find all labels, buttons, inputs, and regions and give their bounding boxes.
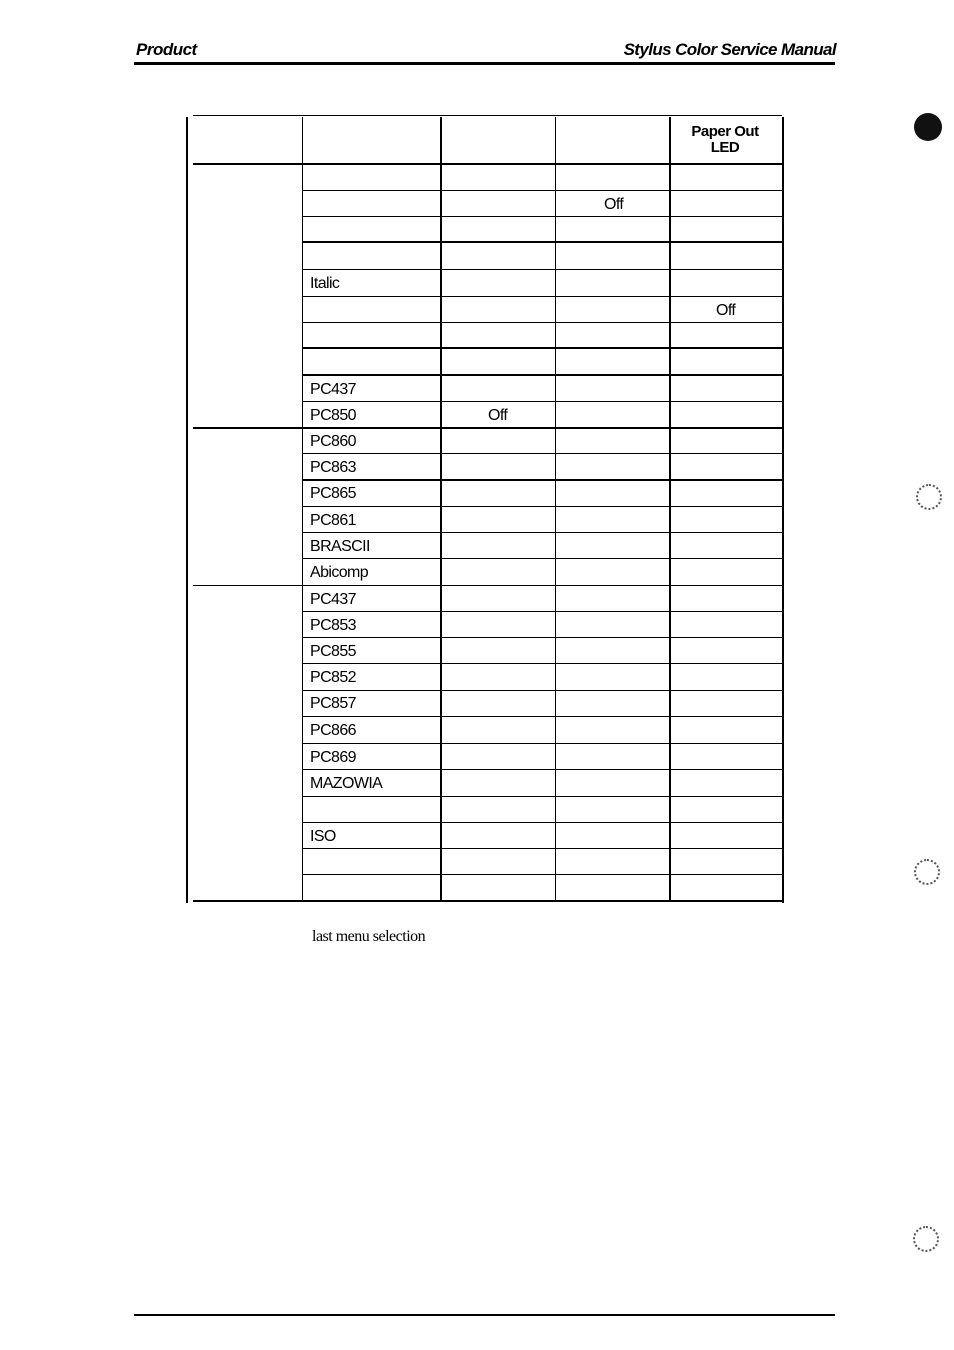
row-line	[302, 637, 782, 638]
row-line	[302, 611, 782, 612]
table-cell: PC860	[310, 433, 356, 450]
table-right-border	[782, 117, 784, 903]
binder-hole-marker	[916, 484, 942, 510]
table-cell: ISO	[310, 828, 336, 845]
table-cell: PC861	[310, 512, 356, 529]
column-divider-2	[440, 117, 442, 900]
row-line	[302, 848, 782, 849]
column-divider-4	[669, 117, 671, 900]
row-line	[302, 532, 782, 533]
row-line	[302, 401, 782, 402]
group-separator-2	[193, 585, 782, 586]
row-line	[302, 347, 782, 349]
group-separator-1	[193, 427, 782, 429]
row-line	[302, 374, 782, 376]
table-cell: MAZOWIA	[310, 775, 383, 792]
table-cell: PC853	[310, 617, 356, 634]
table-cell: PC866	[310, 722, 356, 739]
table-top-border	[193, 115, 782, 116]
table-cell: Italic	[310, 275, 340, 292]
paper-out-header-line1: Paper Out	[691, 123, 759, 140]
row-line	[302, 479, 782, 481]
footnote: last menu selection	[312, 928, 426, 945]
table-cell: PC863	[310, 459, 356, 476]
table-cell: PC857	[310, 695, 356, 712]
table-cell: Off	[716, 302, 736, 319]
row-line	[302, 453, 782, 454]
table-cell: BRASCII	[310, 538, 370, 555]
row-line	[302, 269, 782, 270]
table-cell: Off	[604, 196, 624, 213]
row-line	[302, 796, 782, 797]
table-cell: PC437	[310, 591, 356, 608]
column-divider-1	[302, 117, 303, 900]
row-line	[302, 216, 782, 217]
binder-hole-marker	[914, 859, 940, 885]
row-line	[302, 241, 782, 243]
binder-hole-marker	[913, 1226, 939, 1252]
table-bottom-border	[193, 900, 782, 902]
row-line	[302, 190, 782, 191]
table-left-border	[186, 117, 188, 903]
paper-out-header-line2: LED	[710, 139, 740, 156]
row-line	[302, 322, 782, 323]
row-line	[302, 743, 782, 744]
binder-hole-marker	[914, 113, 942, 141]
table-cell: PC869	[310, 749, 356, 766]
row-line	[302, 506, 782, 507]
row-line	[302, 663, 782, 664]
table-cell: PC850	[310, 407, 356, 424]
column-divider-3	[555, 117, 556, 900]
table-cell: Abicomp	[310, 564, 369, 581]
row-line	[302, 769, 782, 770]
paper-out-led-header	[670, 124, 780, 156]
header-manual-title: Stylus Color Service Manual	[623, 40, 836, 59]
row-line	[302, 874, 782, 875]
row-line	[302, 296, 782, 297]
table-cell: PC855	[310, 643, 356, 660]
row-line	[302, 822, 782, 823]
row-line	[302, 558, 782, 559]
header-product: Product	[136, 40, 197, 59]
row-line	[302, 690, 782, 691]
table-cell: Off	[488, 407, 508, 424]
header-separator	[193, 163, 782, 165]
table-cell: PC865	[310, 485, 356, 502]
row-line	[302, 716, 782, 717]
table-cell: PC852	[310, 669, 356, 686]
footer-rule	[134, 1314, 835, 1316]
table-cell: PC437	[310, 381, 356, 398]
